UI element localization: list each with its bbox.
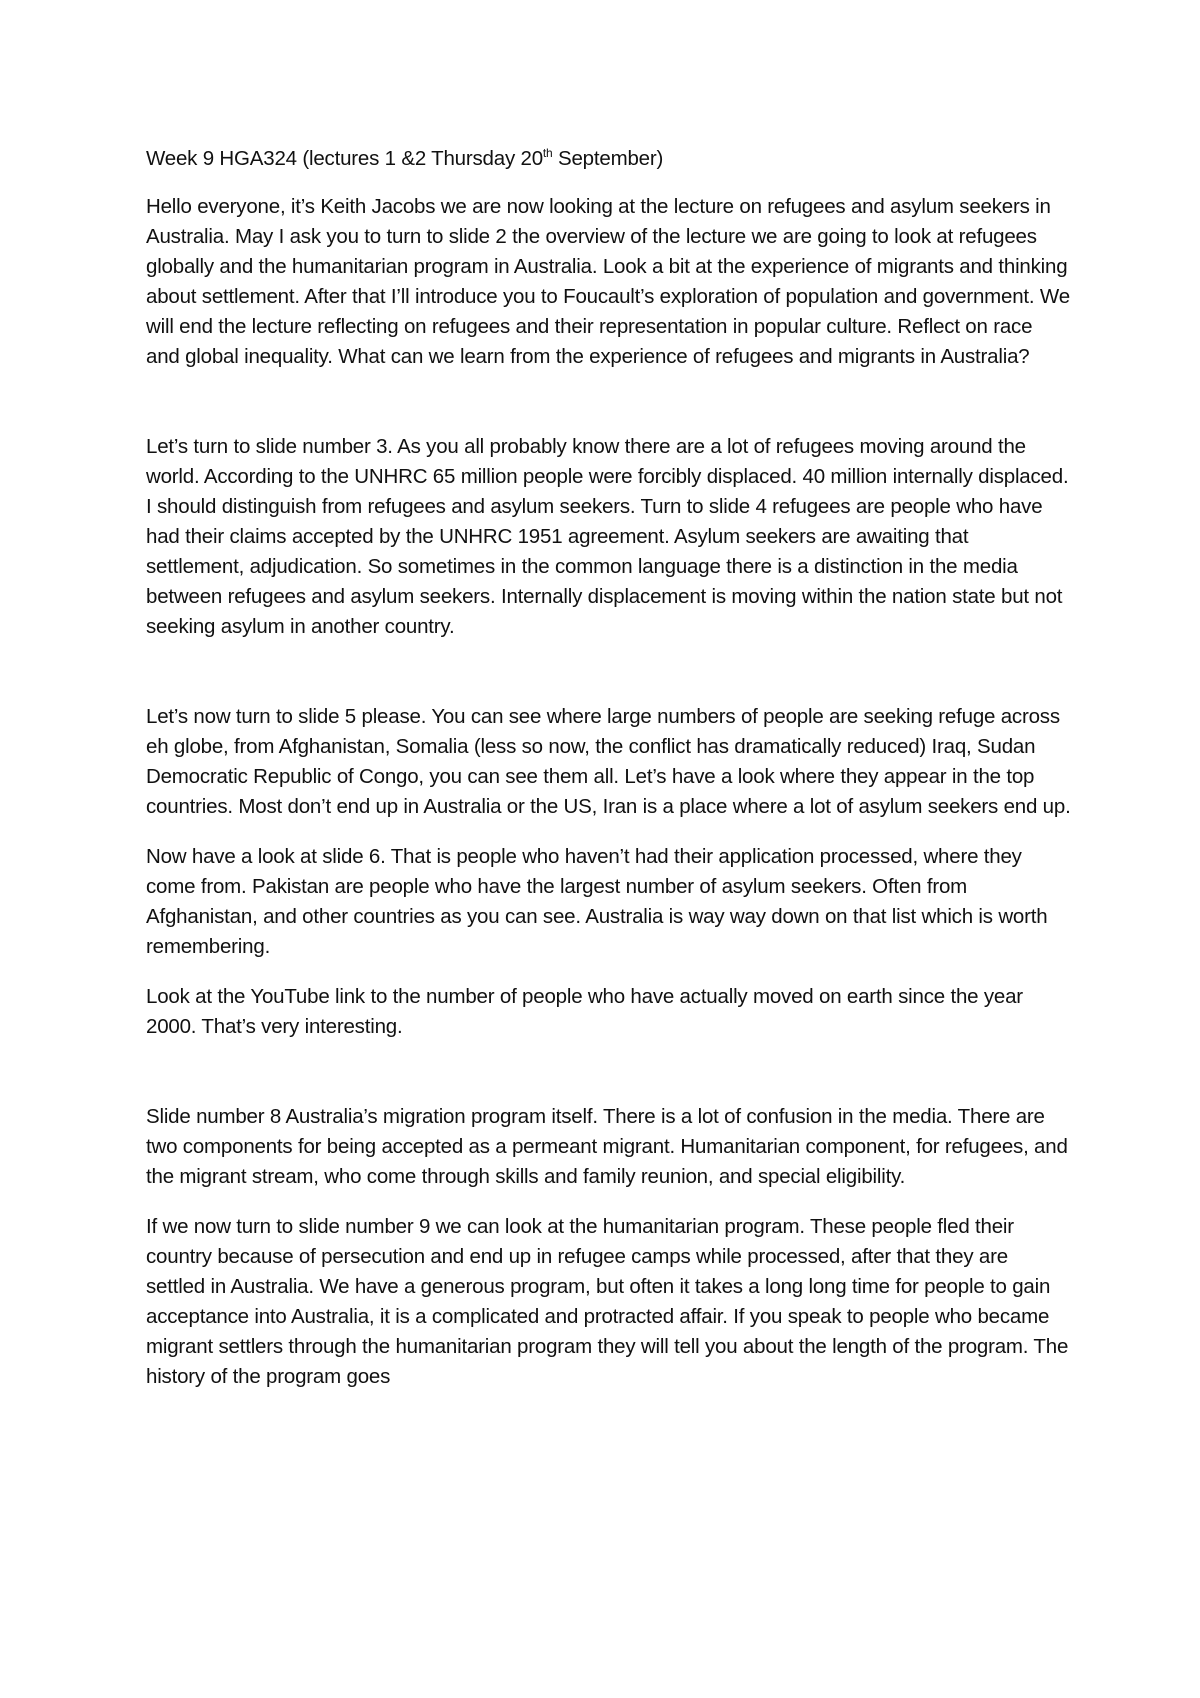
paragraph-spacer xyxy=(146,1192,1071,1212)
paragraph-spacer xyxy=(146,642,1071,702)
paragraph-spacer xyxy=(146,962,1071,982)
title-prefix: Week 9 HGA324 (lectures 1 &2 Thursday 20 xyxy=(146,147,543,170)
paragraph-slide-6: Now have a look at slide 6. That is people who haven’t had their application processed, where they come from. Pakistan are people who have the largest number of asylum seekers. Often from Afghanistan, and other countries as you can see. Australia is way way down on that list which is worth remembering. xyxy=(146,845,1048,958)
paragraph-spacer xyxy=(146,1042,1071,1102)
paragraph-spacer xyxy=(146,822,1071,842)
paragraph-slide-3: Let’s turn to slide number 3. As you all probably know there are a lot of refugees moving around the world. According to the UNHRC 65 million people were forcibly displaced. 40 million internally displaced. I should distinguish from refugees and asylum seekers. Turn to slide 4 refugees are people who have had their claims accepted by the UNHRC 1951 agreement. Asylum seekers are awaiting that settlement, adjudication. So sometimes in the common language there is a distinction in the media between refugees and asylum seekers. Internally displacement is moving within the nation state but not seeking asylum in another country. xyxy=(146,435,1069,638)
paragraph-youtube: Look at the YouTube link to the number of people who have actually moved on earth since the year 2000. That’s very interesting. xyxy=(146,985,1023,1038)
paragraph-intro: Hello everyone, it’s Keith Jacobs we are now looking at the lecture on refugees and asylum seekers in Australia. May I ask you to turn to slide 2 the overview of the lecture we are going to look at refugees globally and the humanitarian program in Australia. Look a bit at the experience of migrants and thinking about settlement. After that I’ll introduce you to Foucault’s exploration of population and government. We will end the lecture reflecting on refugees and their representation in popular culture. Reflect on race and global inequality. What can we learn from the experience of refugees and migrants in Australia? xyxy=(146,195,1070,368)
document-body xyxy=(146,144,1071,1392)
title-suffix: September) xyxy=(552,147,664,170)
paragraph-slide-8: Slide number 8 Australia’s migration program itself. There is a lot of confusion in the media. There are two components for being accepted as a permeant migrant. Humanitarian component, for refugees, and the migrant stream, who come through skills and family reunion, and special eligibility. xyxy=(146,1105,1068,1188)
paragraph-slide-9: If we now turn to slide number 9 we can look at the humanitarian program. These people fled their country because of persecution and end up in refugee camps while processed, after that they are settled in Australia. We have a generous program, but often it takes a long long time for people to gain acceptance into Australia, it is a complicated and protracted affair. If you speak to people who became migrant settlers through the humanitarian program they will tell you about the length of the program. The history of the program goes xyxy=(146,1215,1069,1388)
paragraph-spacer xyxy=(146,372,1071,432)
paragraph-slide-5: Let’s now turn to slide 5 please. You can see where large numbers of people are seeking refuge across eh globe, from Afghanistan, Somalia (less so now, the conflict has dramatically reduced) Iraq, Sudan Democratic Republic of Congo, you can see them all. Let’s have a look where they appear in the top countries. Most don’t end up in Australia or the US, Iran is a place where a lot of asylum seekers end up. xyxy=(146,705,1071,818)
document-title xyxy=(146,144,1071,174)
title-superscript: th xyxy=(542,146,553,160)
